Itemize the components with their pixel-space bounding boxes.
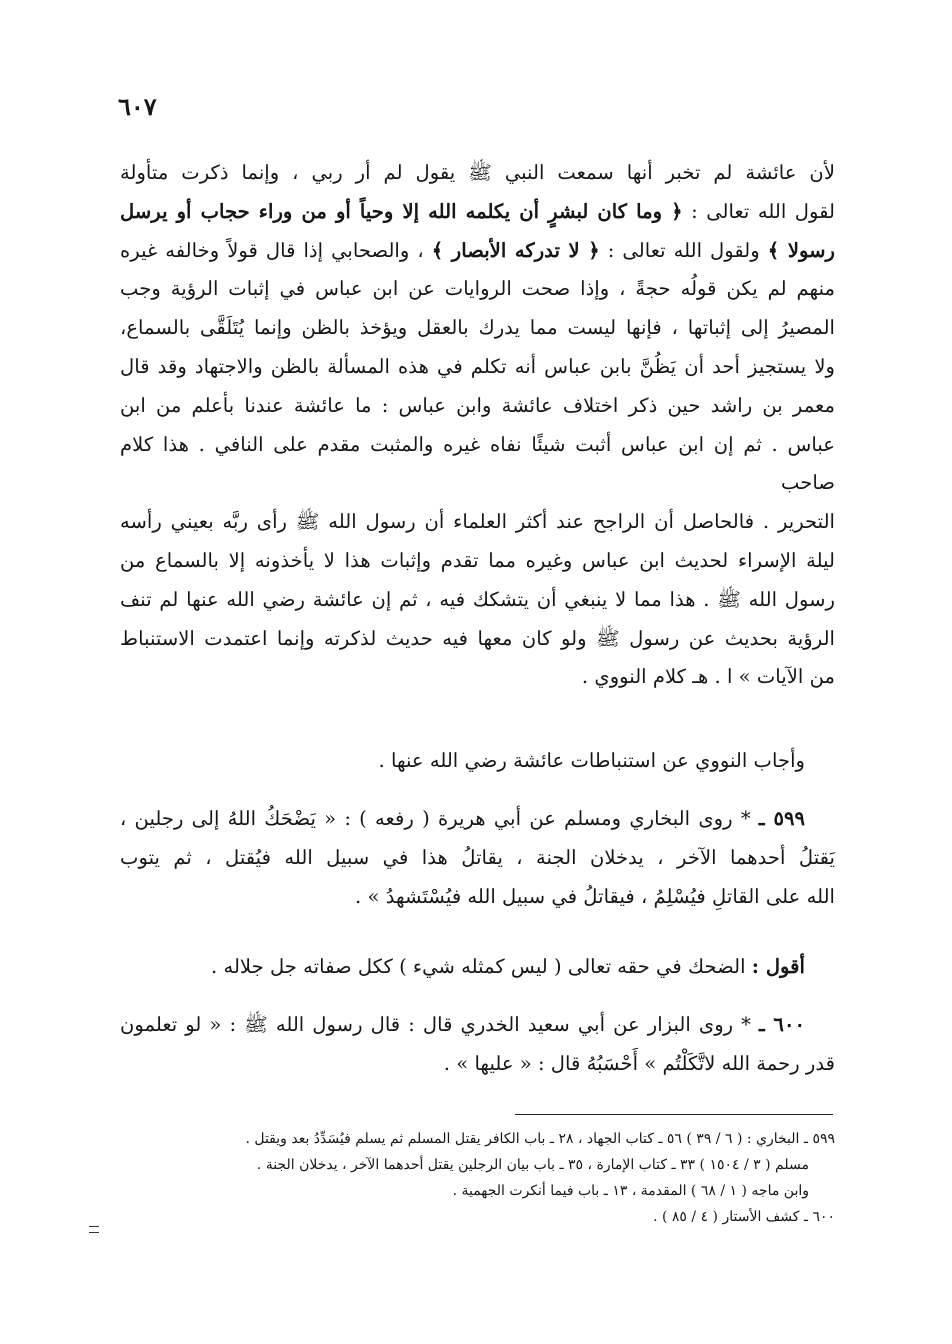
- hadith-599: [120, 800, 835, 916]
- footnote: مسلم ( ٣ / ١٥٠٤ ) ٣٣ ـ كتاب الإمارة ، ٣٥ ـ باب بيان الرجلين يقتل أحدهما الآخر ، يدخلان الجنة .: [256, 1157, 809, 1173]
- main-paragraph: [120, 154, 835, 697]
- quran-quote: ﴿ وما كان لبشرٍ أن يكلمه الله إلا وحياً أو من وراء حجاب أو يرسل: [120, 199, 683, 223]
- text-fragment: الضحك في حقه تعالى ( ليس كمثله شيء ) ككل صفاته جل جلاله .: [211, 955, 752, 978]
- text-line: ليلة الإسراء لحديث ابن عباس وغيره مما تقدم وإثبات هذا لا يأخذونه إلا بالسماع من: [120, 548, 835, 572]
- text-fragment: * روى البخاري ومسلم عن أبي هريرة ( رفعه ) : « يَضْحَكُ اللهُ إلى رجلين ،: [120, 807, 751, 830]
- text-line: منهم لم يكن قولُه حجةً ، وإذا صحت الروايات عن ابن عباس في إثبات الرؤية وجب: [120, 277, 835, 301]
- hadith-number: ٦٠٠ ـ: [759, 1013, 805, 1036]
- page-number: ٦٠٧: [118, 92, 157, 121]
- text-line: عباس . ثم إن ابن عباس أثبت شيئًا نفاه غيره والمثبت مقدم على النافي . هذا كلام صاحب: [120, 432, 835, 495]
- quran-quote: ﴿ لا تدركه الأبصار ﴾: [431, 238, 600, 262]
- text-fragment: ولقول الله تعالى :: [599, 238, 768, 262]
- footnote: ٦٠٠ ـ كشف الأستار ( ٤ / ٨٥ ) .: [653, 1209, 835, 1225]
- text-line: رسول الله ﷺ . هذا مما لا ينبغي أن يتشكك فيه ، ثم إن عائشة رضي الله عنها لم تنف: [120, 587, 835, 611]
- footnote: ٥٩٩ ـ البخاري : ( ٦ / ٣٩ ) ٥٦ ـ كتاب الجهاد ، ٢٨ ـ باب الكافر يقتل المسلم ثم يسلم فيُسَدِّدُ بعد ويقتل .: [245, 1131, 835, 1147]
- text-line: من الآيات » ا . هـ كلام النووي .: [581, 665, 835, 689]
- text-line: الرؤية بحديث عن رسول ﷺ ولو كان معها فيه حديث لذكرته وإنما اعتمدت الاستنباط: [120, 626, 835, 650]
- text-line: قدر رحمة الله لاتَّكَلْتُم » أَحْسَبُهُ قال : « عليها » .: [443, 1051, 835, 1075]
- text-line: [120, 800, 835, 839]
- nawawi-answer-paragraph: [120, 742, 835, 781]
- text-line: يَقتلُ أحدهما الآخر ، يدخلان الجنة ، يقاتلُ هذا في سبيل الله فيُقتل ، ثم يتوب: [120, 845, 835, 869]
- text-line: المصيرُ إلى إثباتها ، فإنها ليست مما يدرك بالعقل ويؤخذ بالظن وإنما يُتَلَقَّى بالسماع،: [120, 316, 835, 340]
- text-line: [120, 232, 835, 271]
- quran-quote: رسولا ﴾: [767, 238, 836, 262]
- text-line: التحرير . فالحاصل أن الراجح عند أكثر العلماء أن رسول الله ﷺ رأى ربَّه بعيني رأسه: [120, 510, 835, 534]
- text-fragment: * روى البزار عن أبي سعيد الخدري قال : قال رسول الله ﷺ : « لو تعلمون: [120, 1013, 751, 1036]
- text-fragment: ، والصحابي إذا قال قولاً وخالفه غيره: [120, 238, 432, 262]
- text-line: لأن عائشة لم تخبر أنها سمعت النبي ﷺ يقول لم أر ربي ، وإنما ذكرت متأولة: [120, 161, 835, 184]
- comment-paragraph: [120, 948, 835, 987]
- text-line: وأجاب النووي عن استنباطات عائشة رضي الله عنها .: [378, 749, 805, 772]
- hadith-600: [120, 1006, 835, 1084]
- text-line: ولا يستجيز أحد أن يَظُنَّ بابن عباس أنه تكلم في هذه المسألة بالظن والاجتهاد وقد قال: [120, 354, 835, 378]
- text-line: الله على القاتلِ فيُسْلِمُ ، فيقاتلُ في سبيل الله فيُسْتَشهدُ » .: [355, 884, 835, 908]
- comment-label: أقول :: [751, 955, 805, 978]
- text-line: معمر بن راشد حين ذكر اختلاف عائشة وابن عباس : ما عائشة عندنا بأعلم من ابن: [120, 393, 835, 417]
- hadith-number: ٥٩٩ ـ: [758, 807, 806, 830]
- text-line: [120, 1006, 835, 1045]
- footnotes: [180, 1126, 835, 1230]
- footnote: وابن ماجه ( ١ / ٦٨ ) المقدمة ، ١٣ ـ باب فيما أنكرت الجهمية .: [452, 1183, 809, 1199]
- text-fragment: لقول الله تعالى :: [682, 199, 835, 223]
- footnote-divider: [515, 1114, 833, 1115]
- text-line: [120, 948, 835, 987]
- text-line: [120, 193, 835, 232]
- page-edge-mark: [89, 1226, 99, 1233]
